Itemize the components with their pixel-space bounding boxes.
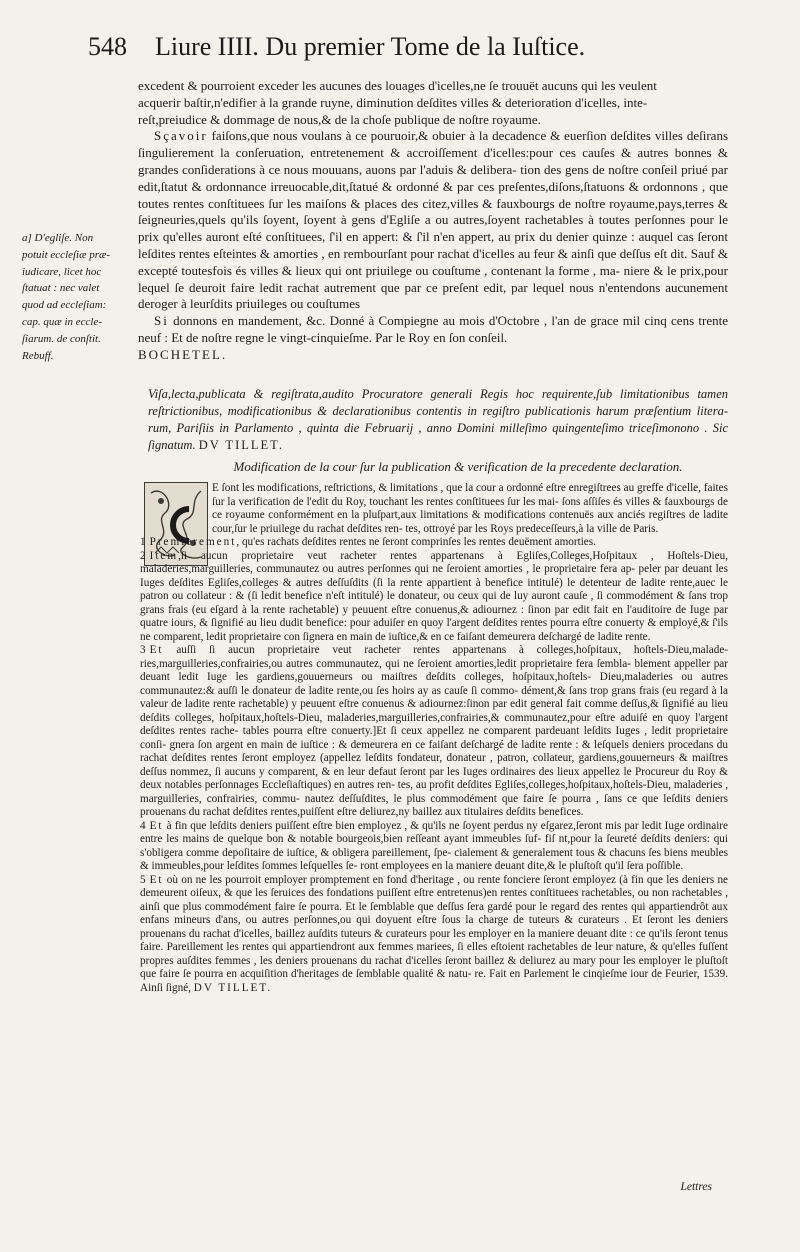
margin-note-line: quod ad eccleſiam: [22,299,107,312]
margin-note-line: potuit eccleſiæ præ- [22,248,110,261]
edict-line: reſt,preiudice & dommage de nous,& de la choſe publique de noſtre royaume. [138,111,541,127]
si-text: donnons en mandement, &c. Donné à Compiegne au mois d'Octobre , l'an de grace mil cinq cens trente neuf : Et de noſtre regne le vingt-cinquieſme. Par le Roy en ſon conſeil. [138,313,729,345]
scavoir-paragraph [138,128,728,313]
margin-note-line: iudicare, licet hoc [22,265,102,278]
margin-note-line: cap. quæ in eccle- [22,315,103,328]
signature-bochetel: BOCHETEL. [138,346,228,362]
scavoir-text: faiſons,que nous voulans à ce pouruoir,& obuier à la decadence & euerſion deſdites villes deſirans ſingulierement la conſeruation, entretenement & accroiſſement d'icelles:pour ces cauſes & autres bonnes & grandes conſiderations à ce nous mouuans, auons par l'aduis & delibera- tion des gens de noſtre conſeil priué par edit,ſtatut & ordonnance irreuocable,dit,ſtatué & ordonné & par ces preſentes,diſons,ſtatuons & ordonnons , que toutes rentes conſtituees ſur les maiſons & places des citez,villes & fauxbourgs de noſtre royaume,pays,terres & ſeigneuries,quels qu'ils ſoyent, ſoyent à gens d'Egliſe a ou autres,ſoyent rachetables à toutes perſonnes pour le prix qu'elles auront eſté conſtituees, ſ'il en appert: & ſ'il n'en appert, au prix du denier quinze : auquel cas ſeront leſdites rentes eſteintes & amorties , en rembourſant pour rachat d'icelles au feur & ainſi que deſſus eſt dit. Sauf & excepté toutesfois és villes & lieux qui ont priuilege ou couſtume , contenant la forme , ma- niere & le prix,pour lequel ſe deuroit faire ledit rachat autrement que par ce preſent edit, par lequel nous n'entendons aucunement deroger à leurſdits priuileges ou couſtumes [138,128,729,312]
scavoir-lead: Sçavoir [154,128,208,144]
margin-note-line: a] D'egliſe. Non [22,232,94,244]
margin-note-line: ſtatuat : nec valet [22,282,100,295]
visa-text: Viſa,lecta,publicata & regiſtrata,audito Procuratore generali Regis hoc requirente,ſub limitationibus tamen reſtrictionibus, modificationibus & declarationibus contentis in regiſtro publicationis harum præſentium litera- rum, Pariſiis in Parlamento , quinta die Februarij , anno Domini milleſimo quingenteſimo triceſimonono . Sic ſignatum. [148,387,728,452]
si-lead: Si [154,313,169,329]
edict-line: acquerir baſtir,n'edifier à la grande ruyne, diminution deſdites villes & deterioration d'icelles, inte- [138,94,648,110]
article-5: 5 Et où on ne les pourroit employer promptement en fond d'heritage , ou rente fonciere ſeront employez (à fin que les deniers ne demeurent oiſeux, & que les ſeruices des fondations puiſſent eſtre entretenus)en rentes conſtituees rachetables, ou non rachetables , ainſi que plus commodément faire ſe pourra. Et le ſemblable que deſſus ſera gardé pour le regard des rentes qui appartiendrôt aux enfans mineurs d'ans, ou autres perſonnes,ou qui doyuent eſtre ſous la charge de tuteurs & curateurs . Et ſeront les deniers prouenans du rachat d'icelles, baillez auſdits tuteurs & curateurs pour les employer en la maniere deuant dite : ce qu'ils ſeront tenus faire. Pareillement les rentes qui appartiendront aux femmes mariees, ſi elles eſtoient rachetables de leur nature, & qu'elles fuſſent propres auſdites femmes , les deniers prouenans du rachat d'icelles ſeront baillez & deliurez au mary pour les employer le pluſtoſt que faire ſe pourra en acquiſition d'heritages de ſemblable qualité & natu- re. Fait en Parlement le cinqieſme iour de Feurier, 1539. Ainſi ſigné, DV TILLET. [140,873,729,994]
margin-note [22,230,134,364]
article-2: 2 Item,ſi aucun proprietaire veut racheter rentes appartenans à Egliſes,Colleges,Hoſpitaux , Hoſtels-Dieu, maladeries,marguilleries, communautez ou autres perſonnes qui ne ſeroient amorties , le proprietaire fera ap- peler par deuant les Iuges deſdites Egliſes,colleges & autres deſſuſdits (ſi la rente appartient à benefice intitulé) le detenteur de ladite rente,auec le patron ou collateur : & (ſi ledit benefice n'eſt intitulé) le donateur, ou ceux qui de luy auront cauſe , ſi commodément & ſans trop grans frais (eu eſgard à la rente rachetable) y peuuent eſtre conuenus,& adiournez : ſinon par edit fait en l'auditoire de Iuge par quatre iours, & ſignifié au lieu dudit benefice: pour aduiſer en quoy l'argent deſdites rentes pourra eſtre conuerty & employé,& ſ'ils ne comparent, ledit proprietaire con ſignera en main de iuſtice,& en ce faiſant demeurera deſchargé de ladite rente. [140,549,728,643]
running-head [88,32,728,62]
modification-text [140,482,728,995]
edict-text [138,78,728,364]
catchword: Lettres [680,1181,712,1193]
modification-title: Modification de la cour ſur la publication & verification de la precedente declaration. [233,459,683,474]
article-4: 4 Et à fin que leſdits deniers puiſſent eſtre bien employez , & qu'ils ne ſoyent perdus ny eſgarez,ſeront mis par ledit Iuge ordinaire entre les mains de quelque bon & notable bourgeois,bien reſſeant ayant immeubles ſuf- fiſ nt,pour la ſeureté deſdits deniers: qui s'obligera comme depoſitaire de iuſtice, & obligera pareillement, ſpe- cialement & generalement tous & chacuns ſes biens meubles & immeubles,pour leſdites ſommes leſquelles ſe- ront employees en la maniere deuant dite,& le pluſtoſt qu'il ſera poſſible. [140,819,728,872]
page-number: 548 [88,32,127,61]
modification-signature: DV TILLET. [193,981,273,994]
margin-note-line: Rebuff. [22,349,54,362]
si-paragraph [138,313,728,347]
edict-line: excedent & pourroient exceder les aucunes des louages d'icelles,ne ſe trouuët aucuns qui les veulent [138,78,657,93]
visa-signature: DV TILLET. [198,438,284,452]
article-3: 3 Et auſſi ſi aucun proprietaire veut racheter rentes appartenans à colleges,hoſpitaux, hoſtels-Dieu,malade- ries,marguilleries,confrairies,ou autres communautez, qui ne ſeroient amorties,ledit proprietaire fera ſembla- blement appeller par deuant ledit Iuge les gardiens,gouuerneurs ou maiſtres deſdits colleges, hoſpitaux,hoſtels- Dieu,maladeries ou autres communautez:& auſſi le donateur de ladite rente,ou ſes hoirs ay as cauſe ſi commo- dément,& ſans trop grans frais (eu regard à la valeur de ladite rente rachetable) y peuuent eſtre conuenus & adiournez:ſinon par edit general fait comme deſſus,& ſignifié au lieu deſdits colleges, hoſpitaux,hoſtels-Dieu, maladeries,marguilleries,confrairies,& communautez,pour eſtre aduiſé en quoy l'argent deſdites rentes rache- tables pourra eſtre conuerty.]Et ſi ceux appellez ne comparent pardeuant leſdits Iuges , ledit proprietaire conſi- gnera ſon argent en main de iuſtice : & demeurera en ce faiſant deſchargé de ladite rente : & leſquels deniers procedans du rachat deſdites rentes ſeront employez (appellez leſdits fondateur, donateur , patron, collateur, gardiens,gouuerneurs & maiſtres deſſus nommez, ſi aucuns y comparent, & en leur defaut ſeront par les Iuges ordinaires des lieux appellez le Procureur du Roy & deux notables perſonnages Eccleſiaſtiques) en autres ren- tes, au profit deſdites Egliſes,colleges,hoſpitaux,hoſtels-Dieu, maladeries , marguilleries, confrairies, commu- nautez deſſuſdites, le plus commodément que faire ſe pourra , ſans ce que leſdits deniers prouenans du rachat deſdites rentes,puiſſent eſtre deliurez,ny baillez aux titulaires deſdits benefices. [140,644,729,818]
article-1: 1 Premierement, qu'es rachats deſdites rentes ne ſeront comprinſes les rentes deuëment amorties. [140,536,596,548]
modification-opening: E ſont les modifications, reſtrictions, & limitations , que la cour a ordonné eſtre enregiſtrees au greffe d'icelle, faites ſur la verification de l'edit du Roy, touchant les rentes conſtituees ſur les mai- ſons aſſiſes és villes & fauxbourgs de ce royaume conformément en la pluſpart,aux limitations & modifications contenuës aux anciés regiſtres de ladite cour,ſur le priuilege du rachat deſdites ren- tes, ottroyé par les Roys predeceſſeurs,à la ville de Paris. [212,482,728,535]
running-title: Liure IIII. Du premier Tome de la Iuſtice. [155,32,586,61]
visa-paragraph [148,386,728,454]
margin-note-line: ſiarum. de conſtit. [22,332,101,345]
